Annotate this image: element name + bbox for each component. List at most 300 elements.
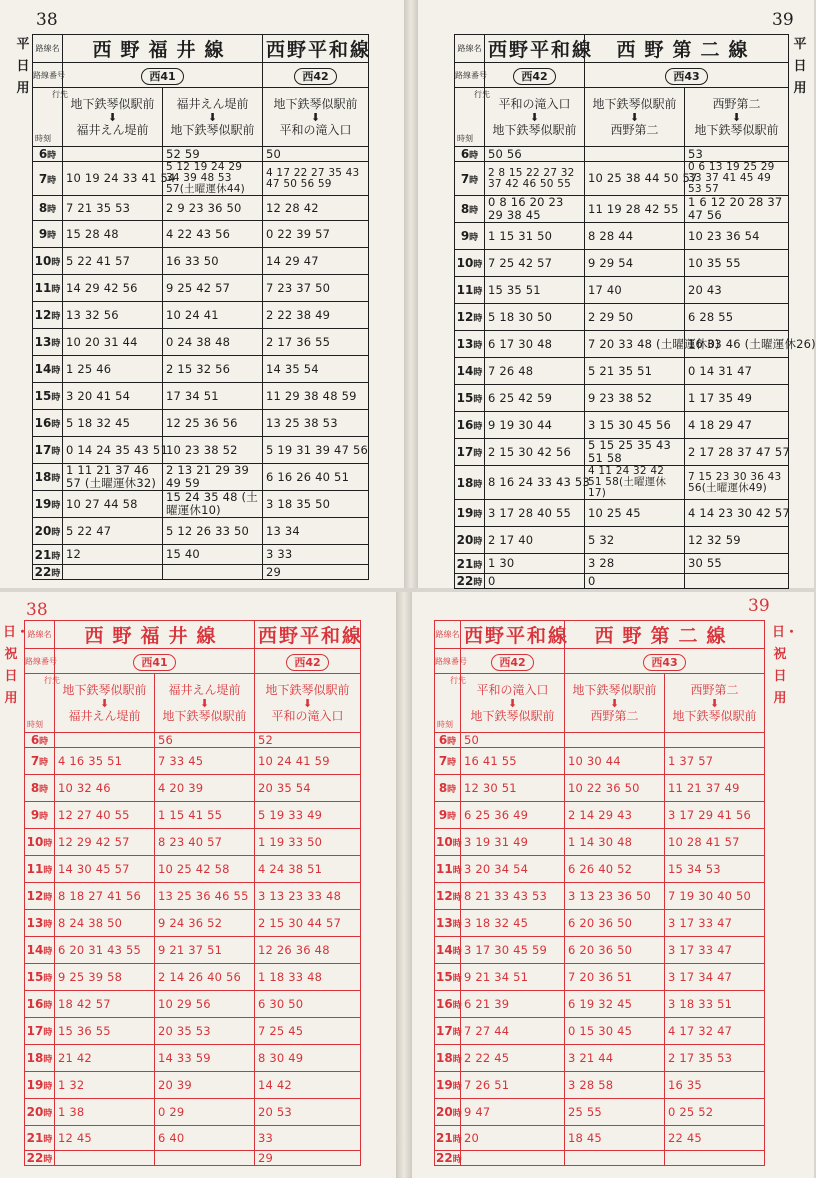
page-weekday-left xyxy=(0,0,404,588)
departure-minutes: 18 45 xyxy=(565,1126,665,1151)
hour-cell xyxy=(435,1126,461,1151)
hour-value: 18 xyxy=(26,1051,44,1065)
side-label: 平日用 xyxy=(793,37,807,96)
hour-cell xyxy=(25,856,55,883)
hour-suffix: 時 xyxy=(43,1109,53,1119)
departure-minutes: 7 26 48 xyxy=(485,358,585,385)
hour-cell xyxy=(25,748,55,775)
direction-from: 地下鉄琴似駅前 xyxy=(592,96,677,111)
direction-label: 行先 xyxy=(44,676,60,685)
departure-minutes: 33 xyxy=(255,1126,361,1151)
departure-minutes: 3 17 28 40 55 xyxy=(485,500,585,527)
departure-minutes: 5 15 25 35 43 51 58 xyxy=(585,439,685,466)
departure-minutes: 3 28 58 xyxy=(565,1072,665,1099)
hour-row xyxy=(455,554,789,574)
departure-minutes xyxy=(55,733,155,748)
direction-cell xyxy=(63,88,163,147)
hour-cell xyxy=(455,223,485,250)
hour-row xyxy=(33,329,369,356)
hour-suffix: 時 xyxy=(473,449,483,459)
hour-row xyxy=(455,162,789,196)
hour-cell xyxy=(435,775,461,802)
departure-minutes: 8 21 33 43 53 xyxy=(461,883,565,910)
departure-minutes xyxy=(461,1151,565,1166)
hour-cell xyxy=(33,545,63,565)
hour-suffix: 時 xyxy=(452,839,462,849)
departure-minutes: 3 21 44 xyxy=(565,1045,665,1072)
route-name-label: 路線名 xyxy=(455,35,485,63)
hour-cell xyxy=(435,748,461,775)
route-name-label: 路線名 xyxy=(33,35,63,63)
hour-cell xyxy=(25,733,55,748)
departure-minutes: 4 17 32 47 xyxy=(665,1018,765,1045)
hour-cell xyxy=(33,437,63,464)
departure-minutes: 0 25 52 xyxy=(665,1099,765,1126)
hour-row xyxy=(25,829,361,856)
line-name-title: 西野福井線 xyxy=(55,621,255,649)
departure-minutes: 6 21 39 xyxy=(461,991,565,1018)
departure-minutes: 10 35 55 xyxy=(685,250,789,277)
hour-row xyxy=(435,829,765,856)
hour-value: 14 xyxy=(34,362,52,376)
route-number-cell xyxy=(263,63,369,88)
departure-minutes: 7 25 45 xyxy=(255,1018,361,1045)
hour-value: 17 xyxy=(456,445,474,459)
hour-cell xyxy=(25,1072,55,1099)
departure-minutes: 10 23 36 54 xyxy=(685,223,789,250)
page-holiday-left xyxy=(0,592,396,1178)
hour-value: 9 xyxy=(460,229,470,243)
departure-minutes: 6 40 xyxy=(155,1126,255,1151)
hour-value: 18 xyxy=(456,475,474,490)
departure-minutes: 2 14 29 43 xyxy=(565,802,665,829)
departure-minutes: 7 21 35 53 xyxy=(63,196,163,221)
departure-minutes: 56 xyxy=(155,733,255,748)
hour-value: 12 xyxy=(436,889,453,903)
hour-row xyxy=(25,991,361,1018)
departure-minutes: 0 14 24 35 43 51 xyxy=(63,437,163,464)
arrow-down-icon: ⬇ xyxy=(99,696,110,710)
hour-cell xyxy=(435,910,461,937)
hour-cell xyxy=(25,1018,55,1045)
spine xyxy=(404,0,418,588)
hour-cell xyxy=(455,412,485,439)
arrow-down-icon: ⬇ xyxy=(709,696,720,710)
hour-suffix: 時 xyxy=(469,151,479,161)
hour-row xyxy=(25,1099,361,1126)
departure-minutes: 5 18 30 50 xyxy=(485,304,585,331)
departure-minutes: 6 25 42 59 xyxy=(485,385,585,412)
departure-minutes: 11 29 38 48 59 xyxy=(263,383,369,410)
departure-minutes xyxy=(565,733,665,748)
departure-minutes: 0 24 38 48 xyxy=(163,329,263,356)
departure-minutes: 14 29 42 56 xyxy=(63,275,163,302)
route-number-badge: 西43 xyxy=(643,654,685,671)
hour-row xyxy=(25,1018,361,1045)
hour-value: 15 xyxy=(436,970,453,984)
arrow-down-icon: ⬇ xyxy=(629,110,640,124)
page-holiday-right xyxy=(412,592,814,1178)
hour-row xyxy=(435,802,765,829)
departure-minutes: 2 13 21 29 39 49 59 xyxy=(163,464,263,491)
hour-row xyxy=(455,196,789,223)
hour-suffix: 時 xyxy=(452,866,462,876)
line-name-title: 西野第二線 xyxy=(585,35,789,63)
hour-suffix: 時 xyxy=(43,920,53,930)
hour-row xyxy=(33,565,369,580)
departure-minutes: 1 37 57 xyxy=(665,748,765,775)
time-label: 時刻 xyxy=(437,720,453,729)
departure-minutes: 3 20 34 54 xyxy=(461,856,565,883)
departure-minutes: 1 25 46 xyxy=(63,356,163,383)
hour-row xyxy=(435,775,765,802)
direction-to: 福井えん堤前 xyxy=(68,708,141,723)
hour-value: 22 xyxy=(436,1151,453,1165)
route-number-label: 路線番号 xyxy=(455,63,485,88)
direction-from: 地下鉄琴似駅前 xyxy=(572,682,657,697)
route-number-cell xyxy=(461,649,565,674)
direction-from: 平和の滝入口 xyxy=(498,96,571,111)
hour-row xyxy=(455,250,789,277)
hour-row xyxy=(435,910,765,937)
hour-suffix: 時 xyxy=(473,479,483,490)
departure-minutes: 1 15 41 55 xyxy=(155,802,255,829)
hour-row xyxy=(33,248,369,275)
departure-minutes: 7 20 33 48 (土曜運休0) xyxy=(585,331,685,358)
departure-minutes: 3 17 34 47 xyxy=(665,964,765,991)
hour-cell xyxy=(455,466,485,500)
hour-cell xyxy=(25,937,55,964)
hour-value: 18 xyxy=(34,470,52,484)
hour-cell xyxy=(33,356,63,383)
hour-row xyxy=(455,277,789,304)
hour-suffix: 時 xyxy=(43,1001,53,1011)
departure-minutes: 3 13 23 36 50 xyxy=(565,883,665,910)
hour-row xyxy=(455,412,789,439)
hour-row xyxy=(25,964,361,991)
hour-suffix: 時 xyxy=(473,560,483,571)
hour-cell xyxy=(25,802,55,829)
departure-minutes: 4 14 23 30 42 57 xyxy=(685,500,789,527)
hour-suffix: 時 xyxy=(51,366,61,376)
hour-cell xyxy=(455,439,485,466)
hour-value: 20 xyxy=(26,1105,44,1119)
hour-value: 8 xyxy=(38,201,48,215)
departure-minutes: 0 6 13 19 25 29 33 37 41 45 49 53 57 xyxy=(685,162,789,196)
hour-cell xyxy=(435,1099,461,1126)
hour-value: 10 xyxy=(436,835,453,849)
hour-value: 22 xyxy=(26,1151,44,1165)
hour-row xyxy=(33,302,369,329)
direction-to: 地下鉄琴似駅前 xyxy=(162,708,247,723)
hour-cell xyxy=(435,1045,461,1072)
direction-cell xyxy=(255,674,361,733)
direction-cell xyxy=(665,674,765,733)
departure-minutes: 3 17 30 45 59 xyxy=(461,937,565,964)
hour-cell xyxy=(33,147,63,162)
hour-suffix: 時 xyxy=(452,1001,462,1011)
side-label: 日・祝日用 xyxy=(3,625,30,706)
departure-minutes: 0 14 31 47 xyxy=(685,358,789,385)
departure-minutes: 2 15 30 44 57 xyxy=(255,910,361,937)
hour-suffix: 時 xyxy=(447,812,457,822)
departure-minutes: 2 15 32 56 xyxy=(163,356,263,383)
departure-minutes: 12 26 36 48 xyxy=(255,937,361,964)
departure-minutes: 1 14 30 48 xyxy=(565,829,665,856)
hour-value: 6 xyxy=(38,147,48,161)
hour-cell xyxy=(33,491,63,518)
hour-value: 17 xyxy=(26,1024,44,1038)
hour-value: 22 xyxy=(456,574,474,588)
line-name-title: 西野福井線 xyxy=(63,35,263,63)
departure-minutes: 13 32 56 xyxy=(63,302,163,329)
hour-cell xyxy=(25,1099,55,1126)
hour-row xyxy=(25,802,361,829)
hour-value: 21 xyxy=(34,547,52,562)
line-name-title: 西野平和線 xyxy=(485,35,585,63)
departure-minutes: 14 29 47 xyxy=(263,248,369,275)
departure-minutes: 15 24 35 48 (土曜運休10) xyxy=(163,491,263,518)
hour-value: 10 xyxy=(34,254,52,268)
departure-minutes: 15 34 53 xyxy=(665,856,765,883)
departure-minutes: 15 40 xyxy=(163,545,263,565)
hour-row xyxy=(25,748,361,775)
departure-minutes: 50 xyxy=(263,147,369,162)
hour-value: 20 xyxy=(34,524,52,538)
departure-minutes: 1 18 33 48 xyxy=(255,964,361,991)
hour-value: 17 xyxy=(34,443,52,457)
direction-from: 地下鉄琴似駅前 xyxy=(273,96,358,111)
departure-minutes: 16 35 xyxy=(665,1072,765,1099)
departure-minutes: 2 8 15 22 27 32 37 42 46 50 55 xyxy=(485,162,585,196)
hour-row xyxy=(455,527,789,554)
hour-suffix: 時 xyxy=(452,920,462,930)
hour-cell xyxy=(33,162,63,196)
direction-cell xyxy=(585,88,685,147)
hour-row xyxy=(25,775,361,802)
timetable-weekday-left xyxy=(32,34,372,580)
hour-row xyxy=(33,356,369,383)
hour-value: 11 xyxy=(34,281,52,295)
hour-cell xyxy=(455,385,485,412)
arrow-down-icon: ⬇ xyxy=(529,110,540,124)
hour-value: 9 xyxy=(438,808,448,822)
departure-minutes: 9 24 36 52 xyxy=(155,910,255,937)
departure-minutes: 0 29 xyxy=(155,1099,255,1126)
hour-cell xyxy=(435,937,461,964)
hour-cell xyxy=(25,964,55,991)
direction-label: 行先 xyxy=(474,90,490,99)
hour-value: 8 xyxy=(460,202,470,216)
direction-cell xyxy=(263,88,369,147)
hour-cell xyxy=(435,1018,461,1045)
hour-value: 7 xyxy=(38,171,48,186)
departure-minutes: 16 41 55 xyxy=(461,748,565,775)
hour-suffix: 時 xyxy=(43,1155,53,1165)
direction-cell xyxy=(461,674,565,733)
departure-minutes: 6 20 31 43 55 xyxy=(55,937,155,964)
hour-suffix: 時 xyxy=(473,395,483,405)
departure-minutes: 3 13 23 33 48 xyxy=(255,883,361,910)
departure-minutes: 13 34 xyxy=(263,518,369,545)
departure-minutes: 8 16 24 33 43 53 xyxy=(485,466,585,500)
hour-value: 21 xyxy=(436,1131,453,1145)
hour-row xyxy=(33,410,369,437)
departure-minutes: 22 45 xyxy=(665,1126,765,1151)
direction-to: 地下鉄琴似駅前 xyxy=(492,122,577,137)
hour-row xyxy=(33,518,369,545)
hour-value: 16 xyxy=(26,997,44,1011)
hour-cell xyxy=(455,500,485,527)
hour-suffix: 時 xyxy=(51,551,61,562)
hour-suffix: 時 xyxy=(43,974,53,984)
hour-row xyxy=(25,856,361,883)
hour-row xyxy=(455,466,789,500)
departure-minutes xyxy=(565,1151,665,1166)
departure-minutes xyxy=(163,565,263,580)
departure-minutes: 6 20 36 50 xyxy=(565,910,665,937)
arrow-down-icon: ⬇ xyxy=(207,110,218,124)
hour-suffix: 時 xyxy=(39,785,49,795)
departure-minutes: 2 22 38 49 xyxy=(263,302,369,329)
departure-minutes: 0 xyxy=(585,574,685,589)
departure-minutes: 12 25 36 56 xyxy=(163,410,263,437)
hour-value: 19 xyxy=(26,1078,44,1092)
hour-value: 6 xyxy=(460,147,470,161)
hour-suffix: 時 xyxy=(51,393,61,403)
departure-minutes: 12 28 42 xyxy=(263,196,369,221)
departure-minutes: 5 19 33 49 xyxy=(255,802,361,829)
departure-minutes: 7 15 23 30 36 43 56(土曜運休49) xyxy=(685,466,789,500)
arrow-down-icon: ⬇ xyxy=(302,696,313,710)
line-name-title: 西野第二線 xyxy=(565,621,765,649)
direction-to: 西野第二 xyxy=(610,122,659,137)
hour-suffix: 時 xyxy=(51,447,61,457)
direction-time-label xyxy=(435,674,466,733)
hour-value: 12 xyxy=(26,889,44,903)
hour-cell xyxy=(33,329,63,356)
hour-suffix: 時 xyxy=(43,947,53,957)
departure-minutes: 18 42 57 xyxy=(55,991,155,1018)
hour-suffix: 時 xyxy=(473,368,483,378)
hour-suffix: 時 xyxy=(47,175,57,186)
hour-row xyxy=(33,275,369,302)
page-number: 38 xyxy=(26,600,48,620)
direction-from: 福井えん堤前 xyxy=(176,96,249,111)
hour-row xyxy=(25,733,361,748)
departure-minutes: 9 29 54 xyxy=(585,250,685,277)
hour-suffix: 時 xyxy=(43,1028,53,1038)
direction-from: 西野第二 xyxy=(712,96,761,111)
departure-minutes: 10 22 36 50 xyxy=(565,775,665,802)
hour-cell xyxy=(25,829,55,856)
departure-minutes: 20 xyxy=(461,1126,565,1151)
route-number-badge: 西42 xyxy=(513,68,555,85)
hour-value: 6 xyxy=(30,733,40,747)
departure-minutes: 15 36 55 xyxy=(55,1018,155,1045)
departure-minutes: 13 25 36 46 55 xyxy=(155,883,255,910)
hour-cell xyxy=(455,358,485,385)
direction-cell xyxy=(565,674,665,733)
hour-value: 11 xyxy=(436,862,453,876)
departure-minutes: 0 8 16 20 23 29 38 45 xyxy=(485,196,585,223)
hour-cell xyxy=(33,383,63,410)
hour-suffix: 時 xyxy=(473,314,483,324)
hour-cell xyxy=(25,991,55,1018)
departure-minutes: 50 56 xyxy=(485,147,585,162)
departure-minutes: 2 29 50 xyxy=(585,304,685,331)
direction-to: 地下鉄琴似駅前 xyxy=(672,708,757,723)
route-name-label: 路線名 xyxy=(435,621,461,649)
direction-cell xyxy=(485,88,585,147)
direction-cell xyxy=(685,88,789,147)
departure-minutes: 2 17 28 37 47 57 xyxy=(685,439,789,466)
departure-minutes: 4 18 29 47 xyxy=(685,412,789,439)
departure-minutes: 1 30 xyxy=(485,554,585,574)
departure-minutes: 6 25 36 49 xyxy=(461,802,565,829)
departure-minutes: 29 xyxy=(255,1151,361,1166)
departure-minutes: 25 55 xyxy=(565,1099,665,1126)
arrow-down-icon: ⬇ xyxy=(731,110,742,124)
hour-suffix: 時 xyxy=(452,974,462,984)
hour-cell xyxy=(455,331,485,358)
departure-minutes xyxy=(55,1151,155,1166)
departure-minutes: 52 xyxy=(255,733,361,748)
hour-suffix: 時 xyxy=(47,205,57,215)
departure-minutes: 1 19 33 50 xyxy=(255,829,361,856)
hour-suffix: 時 xyxy=(469,233,479,243)
hour-row xyxy=(455,304,789,331)
direction-from: 西野第二 xyxy=(690,682,739,697)
hour-suffix: 時 xyxy=(452,893,462,903)
departure-minutes: 9 21 34 51 xyxy=(461,964,565,991)
hour-value: 20 xyxy=(456,533,474,547)
departure-minutes: 2 17 36 55 xyxy=(263,329,369,356)
departure-minutes: 8 18 27 41 56 xyxy=(55,883,155,910)
hour-cell xyxy=(455,574,485,589)
departure-minutes: 12 30 51 xyxy=(461,775,565,802)
hour-cell xyxy=(435,802,461,829)
direction-cell xyxy=(163,88,263,147)
departure-minutes: 2 9 23 36 50 xyxy=(163,196,263,221)
hour-suffix: 時 xyxy=(447,785,457,795)
timetable-holiday-left xyxy=(24,620,364,1166)
hour-suffix: 時 xyxy=(473,341,483,351)
hour-suffix: 時 xyxy=(447,758,457,768)
departure-minutes: 2 15 30 42 56 xyxy=(485,439,585,466)
departure-minutes: 3 19 31 49 xyxy=(461,829,565,856)
departure-minutes: 3 17 33 47 xyxy=(665,937,765,964)
hour-suffix: 時 xyxy=(51,569,61,579)
departure-minutes: 8 30 49 xyxy=(255,1045,361,1072)
hour-value: 21 xyxy=(456,556,474,571)
departure-minutes: 5 32 xyxy=(585,527,685,554)
hour-row xyxy=(435,991,765,1018)
hour-value: 15 xyxy=(26,970,44,984)
departure-minutes: 3 28 xyxy=(585,554,685,574)
hour-suffix: 時 xyxy=(473,260,483,270)
departure-minutes: 10 25 45 xyxy=(585,500,685,527)
hour-row xyxy=(435,1045,765,1072)
hour-row xyxy=(33,545,369,565)
departure-minutes: 52 59 xyxy=(163,147,263,162)
page-number: 39 xyxy=(772,10,794,30)
hour-suffix: 時 xyxy=(39,758,49,768)
departure-minutes: 9 23 38 52 xyxy=(585,385,685,412)
departure-minutes: 20 35 54 xyxy=(255,775,361,802)
route-number-cell xyxy=(585,63,789,88)
hour-value: 19 xyxy=(436,1078,453,1092)
